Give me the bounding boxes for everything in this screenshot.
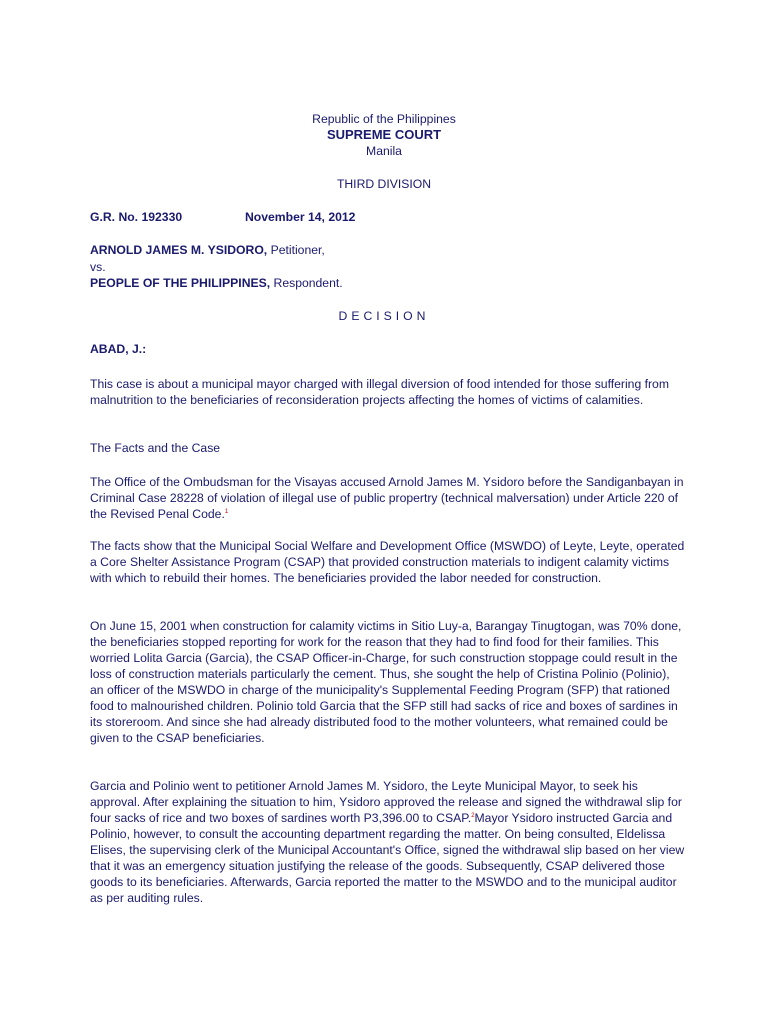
paragraph-3: On June 15, 2001 when construction for calamity victims in Sitio Luy-a, Barangay Tinugtogan, was 70% done, the beneficiaries stopped reporting for work for the reason that they had to find food for their families. This worried Lolita Garcia (Garcia), the CSAP Officer-in-Charge, for such construction stoppage could result in the loss of construction materials particularly the cement. Thus, she sought the help of Cristina Polinio (Polinio), an officer of the MSWDO in charge of the municipality's Supplemental Feeding Program (SFP) that rationed food to malnourished children. Polinio told Garcia that the SFP still had sacks of rice and boxes of sardines in its storeroom. And since she had already distributed food to the mother volunteers, what remained could be given to the CSAP beneficiaries. bbox=[90, 619, 682, 745]
intro-paragraph: This case is about a municipal mayor charged with illegal diversion of food intended for those suffering from malnutrition to the beneficiaries of reconsideration projects affecting the homes of victims of calamities. bbox=[90, 377, 669, 407]
gr-number: G.R. No. 192330 bbox=[90, 210, 183, 224]
petitioner-role: Petitioner, bbox=[267, 243, 325, 257]
footnote-link-1[interactable]: 1 bbox=[224, 508, 229, 515]
paragraph-4-text-b: Mayor Ysidoro instructed Garcia and Polinio, however, to consult the accounting department regarding the matter. On being consulted, Eldelissa Elises, the supervising clerk of the Municipal Accountant's Office, signed the withdrawal slip based on her view that it was an emergency situation justifying the release of the goods. Subsequently, CSAP delivered those goods to its beneficiaries. Afterwards, Garcia reported the matter to the MSWDO and to the municipal auditor as per auditing rules. bbox=[90, 811, 685, 905]
ponente: ABAD, J.: bbox=[90, 342, 147, 356]
respondent-name: PEOPLE OF THE PHILIPPINES, bbox=[90, 276, 271, 290]
footnote-link-2[interactable]: 2 bbox=[471, 812, 475, 819]
decision-title: DECISION bbox=[338, 309, 430, 323]
division-heading: THIRD DIVISION bbox=[336, 177, 432, 191]
court-city: Manila bbox=[366, 144, 402, 158]
paragraph-1 bbox=[90, 474, 686, 522]
respondent-role: Respondent. bbox=[270, 276, 343, 290]
paragraph-2: The facts show that the Municipal Social Welfare and Development Office (MSWDO) of Leyte, Leyte, operated a Core Shelter Assistance Program (CSAP) that provided construction materials to indigent calamity victims with which to rebuild their homes. The beneficiaries provided the labor needed for construction. bbox=[90, 539, 685, 585]
paragraph-4 bbox=[90, 778, 686, 906]
versus: vs. bbox=[90, 260, 106, 274]
respondent-line bbox=[90, 275, 343, 291]
court-name: SUPREME COURT bbox=[326, 127, 442, 142]
facts-heading: The Facts and the Case bbox=[90, 441, 221, 455]
paragraph-4-text-a: Garcia and Polinio went to petitioner Arnold James M. Ysidoro, the Leyte Municipal Mayor, to seek his approval. After explaining the situation to him, Ysidoro approved the release and signed the withdrawal slip for four sacks of rice and two boxes of sardines worth P3,396.00 to CSAP. bbox=[90, 779, 682, 825]
petitioner-line bbox=[90, 242, 325, 258]
decision-date: November 14, 2012 bbox=[245, 210, 356, 224]
petitioner-name: ARNOLD JAMES M. YSIDORO, bbox=[90, 243, 268, 257]
paragraph-1-text: The Office of the Ombudsman for the Visayas accused Arnold James M. Ysidoro before the Sandiganbayan in Criminal Case 28228 of violation of illegal use of public propertry (technical malversation) under Article 220 of the Revised Penal Code. bbox=[90, 475, 684, 521]
republic-line: Republic of the Philippines bbox=[312, 112, 456, 126]
